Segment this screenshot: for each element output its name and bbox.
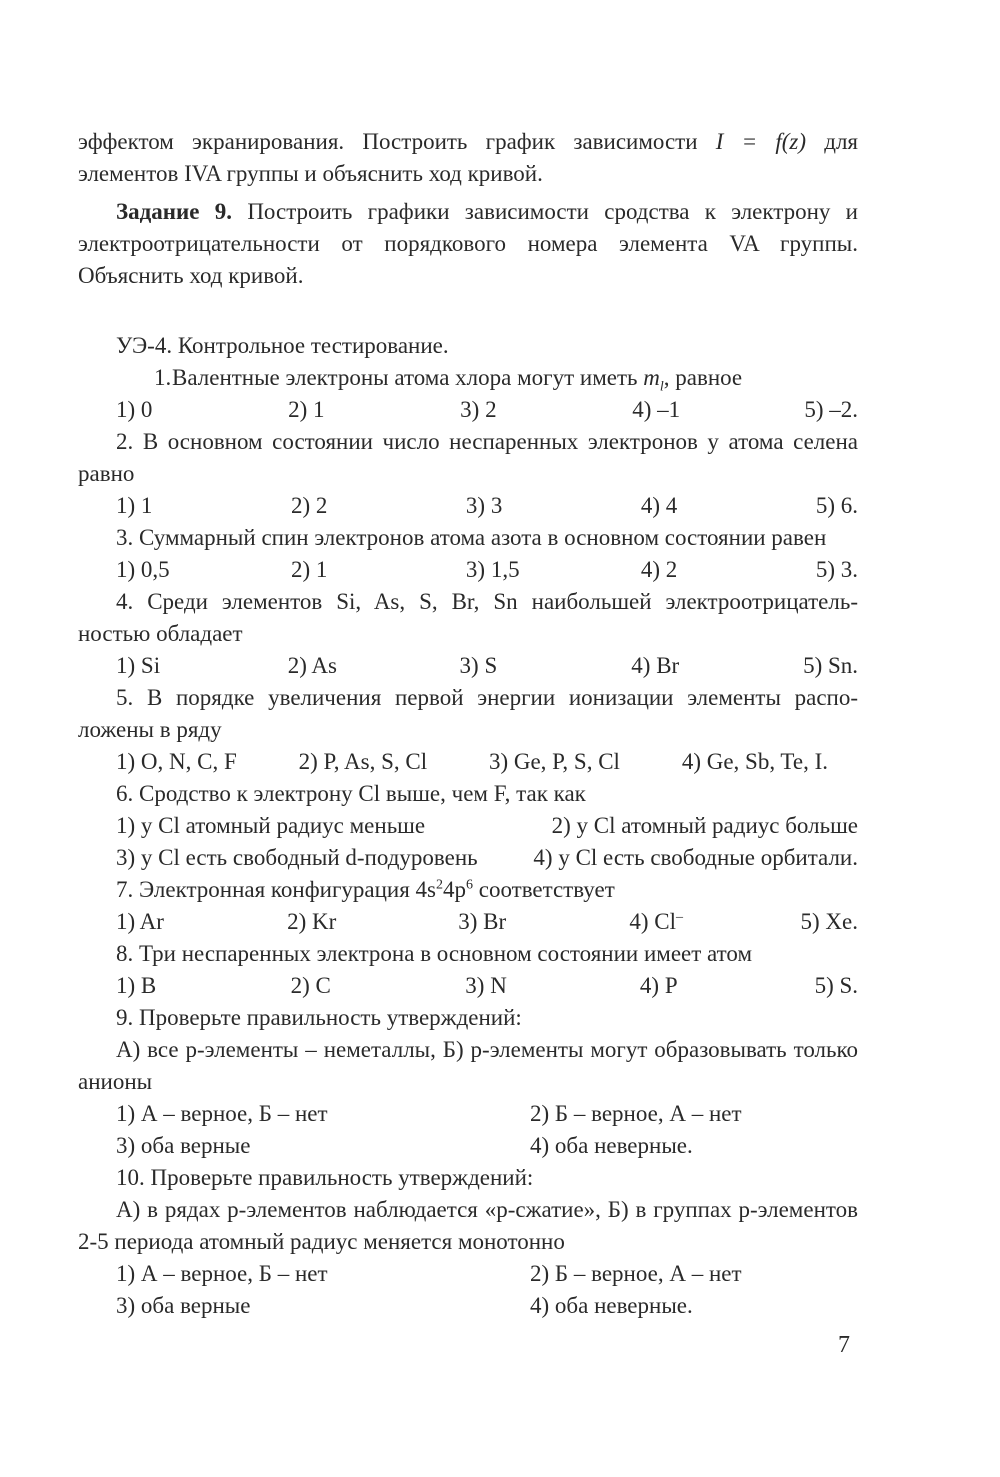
option: 3) 2 [460, 397, 497, 422]
option: 3) 1,5 [465, 557, 520, 582]
option: 4) оба неверные. [530, 1293, 693, 1318]
option: 1) Si [116, 653, 161, 678]
option: 4) 2 [640, 557, 678, 582]
option: 3) у Cl есть свободный d-подуровень [116, 845, 478, 870]
option: 5) 6. [815, 493, 858, 518]
question-9-options-row1 [78, 1098, 858, 1130]
option: 2) у Cl атомный радиус больше [551, 813, 858, 838]
question-10-options-row2 [78, 1290, 858, 1322]
task9-text: Построить графики зависимости сродства к электрону и электроотрицательности от порядкового номера элемента VA группы. Объяснить ход кривой. [78, 199, 858, 288]
option: 1) у Cl атомный радиус меньше [116, 813, 426, 838]
question-9: 9. Проверьте правильность утверждений: [116, 1005, 522, 1030]
question-1-options [78, 394, 858, 426]
option: 5) S. [814, 973, 859, 998]
option: 3) оба верные [116, 1293, 251, 1318]
section-title: УЭ-4. Контрольное тестирование. [116, 333, 449, 358]
question-3: 3. Суммарный спин электронов атома азота в основном состоянии равен [116, 525, 827, 550]
question-9-options-row2 [78, 1130, 858, 1162]
question-8: 8. Три неспаренных электрона в основном состоянии имеет атом [116, 941, 753, 966]
question-4-options [78, 650, 858, 682]
option: 4) Br [631, 653, 680, 678]
task9-label: Задание 9. [116, 199, 233, 224]
option: 1) O, N, C, F [116, 749, 237, 774]
question-5-line2: ложены в ряду [78, 717, 222, 742]
option: 3) оба верные [116, 1133, 251, 1158]
option: 1) 0,5 [116, 557, 170, 582]
option: 1) А – верное, Б – нет [116, 1261, 328, 1286]
option: 3) 3 [465, 493, 503, 518]
option: 1) 0 [116, 397, 153, 422]
option: 3) Ge, P, S, Cl [488, 749, 620, 774]
question-7-options [78, 906, 858, 938]
question-10: 10. Проверьте правильность утверждений: [116, 1165, 534, 1190]
option: 1) Ar [116, 909, 164, 934]
option: 2) Б – верное, А – нет [530, 1101, 742, 1126]
option: 2) C [290, 973, 331, 998]
superscript: 2 [436, 877, 443, 893]
task9-paragraph [78, 196, 858, 292]
question-text-end: , равное [663, 365, 743, 390]
option: 4) у Cl есть свободные орбитали. [533, 845, 858, 870]
question-7 [78, 874, 858, 906]
option: 3) N [465, 973, 507, 998]
question-text: соответствует [473, 877, 615, 902]
option: 3) S [459, 653, 498, 678]
superscript: 6 [466, 877, 473, 893]
option: 5) Xe. [800, 909, 858, 934]
question-6-options-row1 [78, 810, 858, 842]
question-text: 7. Электронная конфигурация 4s [116, 877, 436, 902]
page-number: 7 [838, 1332, 850, 1358]
question-1 [78, 362, 858, 394]
question-5-line1: 5. В порядке увеличения первой энергии ионизации элементы распо- [116, 685, 858, 710]
question-10-statement: А) в рядах р-элементов наблюдается «р-сжатие», Б) в группах р-элементов 2-5 периода атомный радиус меняется монотонно [78, 1197, 858, 1254]
option: 2) 1 [288, 397, 325, 422]
question-text: Валентные электроны атома хлора могут иметь [172, 365, 644, 390]
question-2: 2. В основном состоянии число неспаренных электронов у атома селена равно [78, 429, 858, 486]
intro-paragraph [78, 126, 858, 190]
ml-subscript: l [659, 379, 664, 395]
option: 2) P, As, S, Cl [298, 749, 428, 774]
option: 2) 1 [290, 557, 328, 582]
question-text: 4p [443, 877, 466, 902]
option: 3) Br [458, 909, 507, 934]
option: 4) оба неверные. [530, 1133, 693, 1158]
intro-text: эффектом экранирования. Построить график зависимости [78, 129, 716, 154]
option: 5) 3. [815, 557, 858, 582]
superscript: – [676, 909, 684, 925]
option: 2) Б – верное, А – нет [530, 1261, 742, 1286]
question-2-options [78, 490, 858, 522]
question-6-options-row2 [78, 842, 858, 874]
option: 4) –1 [632, 397, 681, 422]
intro-text-end: для элементов IVA группы и объяснить ход кривой. [78, 129, 858, 186]
question-4-line2: ностью обладает [78, 621, 243, 646]
question-5-options [78, 746, 858, 778]
option: 2) Kr [287, 909, 337, 934]
page-content [78, 126, 858, 1322]
formula: I = f(z) [715, 129, 807, 154]
option: 4) Ge, Sb, Te, I. [681, 749, 828, 774]
option: 2) 2 [290, 493, 328, 518]
option [629, 906, 800, 938]
question-9-statement: А) все р-элементы – неметаллы, Б) р-элементы могут образовывать только анионы [78, 1037, 858, 1094]
option: 1) 1 [116, 493, 153, 518]
ml-symbol: m [643, 365, 660, 390]
option: 4) P [639, 973, 678, 998]
option: 4) 4 [640, 493, 678, 518]
option-text: 4) Cl [629, 909, 677, 934]
question-number: 1. [154, 365, 172, 390]
option: 1) А – верное, Б – нет [116, 1101, 328, 1126]
option: 1) B [116, 973, 157, 998]
option: 2) As [287, 653, 337, 678]
option: 5) Sn. [803, 653, 859, 678]
question-6: 6. Сродство к электрону Cl выше, чем F, так как [116, 781, 586, 806]
question-3-options [78, 554, 858, 586]
question-10-options-row1 [78, 1258, 858, 1290]
option: 5) –2. [804, 397, 858, 422]
question-8-options [78, 970, 858, 1002]
question-4-line1: 4. Среди элементов Si, As, S, Br, Sn наибольшей электроотрицатель- [116, 589, 858, 614]
